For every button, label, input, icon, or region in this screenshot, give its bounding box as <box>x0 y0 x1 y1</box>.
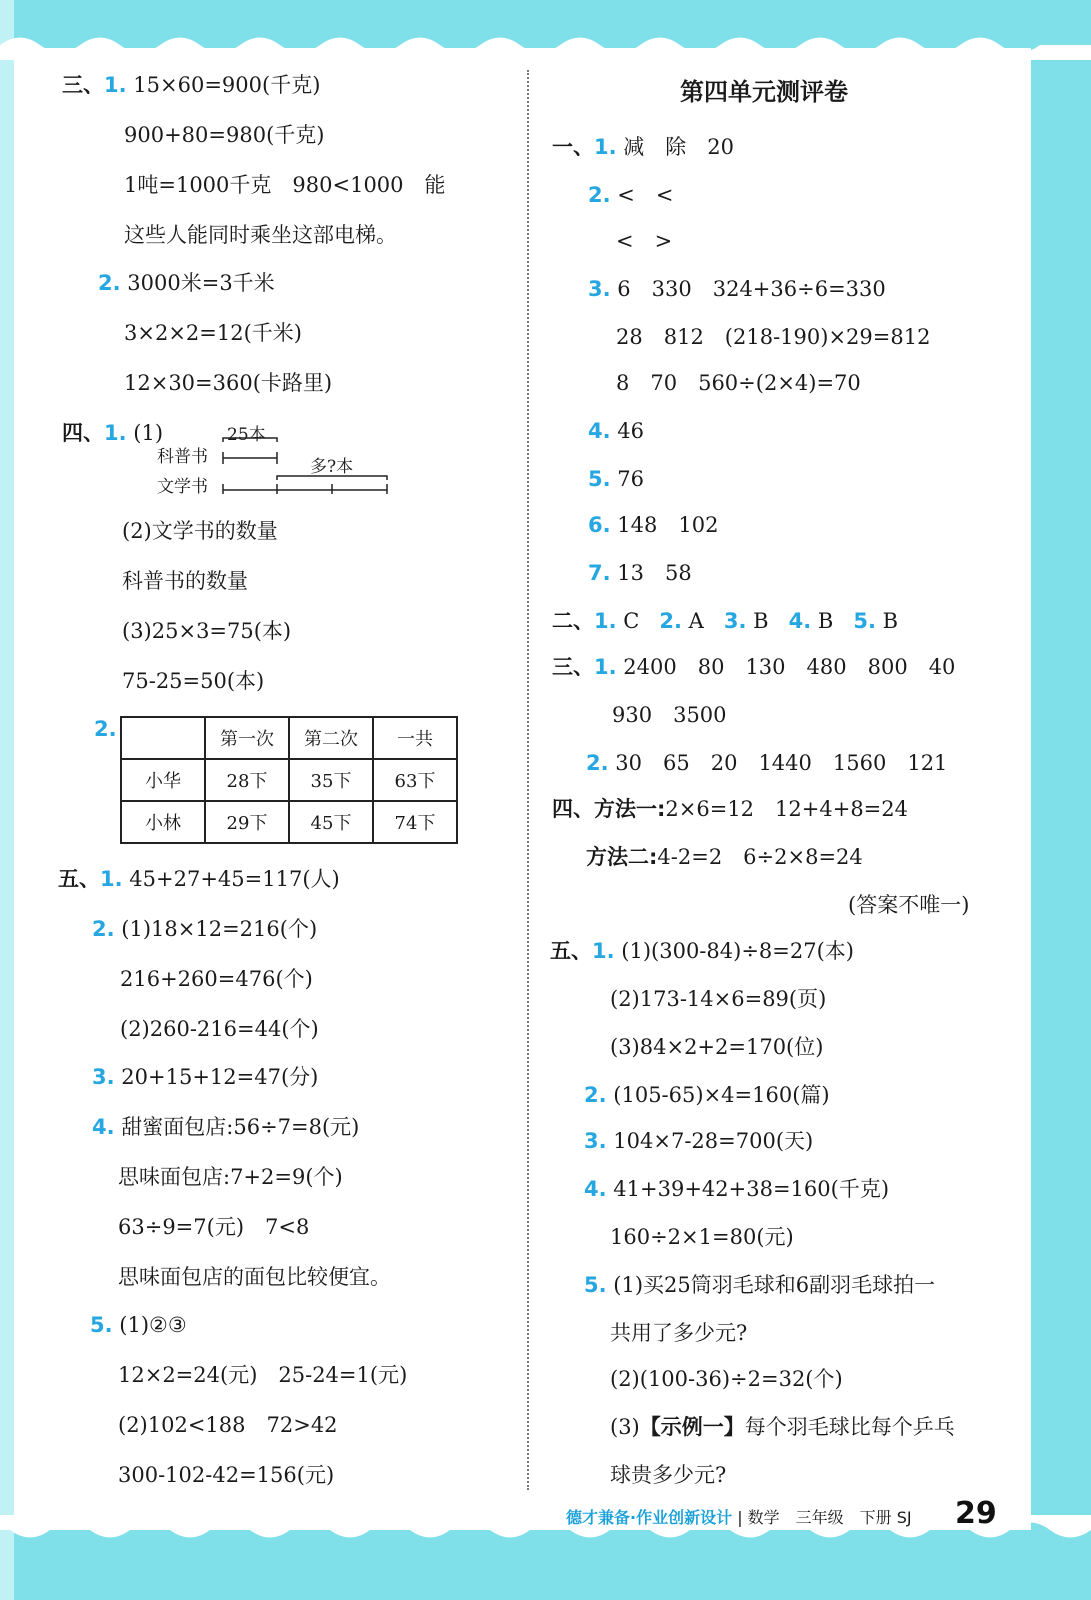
left-s5-q4-l3: 63÷9=7(元) 7<8 <box>118 1215 310 1239</box>
footer <box>566 1505 912 1528</box>
right-s4-m2: 方法二:4-2=2 6÷2×8=24 <box>586 845 863 869</box>
table-header-cell: 第二次 <box>289 717 373 759</box>
footer-brand: 德才兼备·作业创新设计 <box>566 1508 733 1527</box>
table-cell: 小华 <box>121 759 205 801</box>
left-s4-q2-num: 2. <box>94 717 117 741</box>
left-s3-q2-l2: 3×2×2=12(千米) <box>124 321 302 345</box>
right-s1-q6: 6. 148 102 <box>588 513 719 537</box>
left-s5-q5-l2: 12×2=24(元) 25-24=1(元) <box>118 1363 408 1387</box>
table-cell: 74下 <box>373 801 457 843</box>
left-s3-q1-l2: 900+80=980(千克) <box>124 123 325 147</box>
diagram-row2-label: 文学书 <box>157 477 208 497</box>
table-cell: 63下 <box>373 759 457 801</box>
table-header-cell <box>121 717 205 759</box>
footer-separator: | <box>737 1508 743 1527</box>
table-cell: 小林 <box>121 801 205 843</box>
left-s4-q1-l4: (3)25×3=75(本) <box>122 619 292 643</box>
left-frame <box>0 0 14 1600</box>
left-s5-q5-l4: 300-102-42=156(元) <box>118 1463 335 1487</box>
left-s4-q1-p1: 四、1. (1) <box>62 421 164 445</box>
right-s2-answers: 二、1. C 2. A 3. B 4. B 5. B <box>552 609 899 633</box>
left-s4-q1-l5: 75-25=50(本) <box>122 669 265 693</box>
right-s5-q5-l4: 球贵多少元? <box>610 1463 727 1487</box>
diagram-more-label: 多?本 <box>310 457 354 477</box>
right-s1-q4: 4. 46 <box>588 419 645 443</box>
table-cell: 45下 <box>289 801 373 843</box>
left-s3-q1-l4: 这些人能同时乘坐这部电梯。 <box>124 223 397 247</box>
left-s3-q2-l1: 2. 3000米=3千米 <box>98 271 275 295</box>
left-s3-q2-l3: 12×30=360(卡路里) <box>124 371 333 395</box>
table-row <box>121 759 457 801</box>
right-s5-q5-l1: 5. (1)买25筒羽毛球和6副羽毛球拍一 <box>584 1273 936 1297</box>
footer-subject: 数学 三年级 下册 SJ <box>747 1508 912 1527</box>
column-divider <box>527 70 529 1490</box>
right-s5-q4-l2: 160÷2×1=80(元) <box>610 1225 794 1249</box>
left-s4-q1-l2: (2)文学书的数量 <box>122 519 278 543</box>
left-s5-q3-l1: 3. 20+15+12=47(分) <box>92 1065 319 1089</box>
table-cell: 29下 <box>205 801 289 843</box>
table-header-row <box>121 717 457 759</box>
left-s3-q1-l1: 三、1. 15×60=900(千克) <box>62 73 321 97</box>
right-s1-q3-l1: 3. 6 330 324+36÷6=330 <box>588 277 886 301</box>
right-s1-q7: 7. 13 58 <box>588 561 692 585</box>
section-title: 第四单元测评卷 <box>680 78 848 106</box>
right-s5-q5-l3: (2)(100-36)÷2=32(个) <box>610 1367 843 1391</box>
table-cell: 35下 <box>289 759 373 801</box>
table-header-cell: 一共 <box>373 717 457 759</box>
diagram-row1-label: 科普书 <box>157 447 208 467</box>
right-s1-q2-l1: 2. < < <box>588 183 674 207</box>
left-s5-q5-l1: 5. (1)②③ <box>90 1313 187 1337</box>
right-s1-q5: 5. 76 <box>588 467 645 491</box>
left-s4-q1-l3: 科普书的数量 <box>122 569 248 593</box>
right-s1-q2-l2: < > <box>616 229 673 253</box>
table-cell: 28下 <box>205 759 289 801</box>
right-frame <box>1031 0 1091 1600</box>
diagram-lines <box>155 420 395 495</box>
right-s5-q5-l3b: (3)【示例一】每个羽毛球比每个乒乓 <box>610 1415 955 1439</box>
line-segment-diagram <box>155 420 395 495</box>
right-s5-q1-l2: (2)173-14×6=89(页) <box>610 987 827 1011</box>
right-s5-q1-l1: 五、1. (1)(300-84)÷8=27(本) <box>550 939 854 963</box>
table-header-cell: 第一次 <box>205 717 289 759</box>
right-s1-q3-l3: 8 70 560÷(2×4)=70 <box>616 371 861 395</box>
right-s5-q3: 3. 104×7-28=700(天) <box>584 1129 814 1153</box>
left-s5-q4-l4: 思味面包店的面包比较便宜。 <box>118 1265 391 1289</box>
left-s5-q1-l1: 五、1. 45+27+45=117(人) <box>58 867 340 891</box>
right-s4-note: (答案不唯一) <box>848 893 970 917</box>
right-s5-q2: 2. (105-65)×4=160(篇) <box>584 1083 830 1107</box>
diagram-top-label: 25本 <box>227 425 266 445</box>
left-s3-q1-l3: 1吨=1000千克 980<1000 能 <box>124 173 446 197</box>
right-s1-q3-l2: 28 812 (218-190)×29=812 <box>616 325 931 349</box>
page-number: 29 <box>955 1496 997 1531</box>
right-s4-m1: 四、方法一:2×6=12 12+4+8=24 <box>552 797 908 821</box>
right-s5-q4-l1: 4. 41+39+42+38=160(千克) <box>584 1177 890 1201</box>
left-s5-q4-l2: 思味面包店:7+2=9(个) <box>118 1165 343 1189</box>
right-s3-q1-l2: 930 3500 <box>612 703 727 727</box>
jump-rope-table <box>120 716 458 844</box>
right-s3-q2-l1: 2. 30 65 20 1440 1560 121 <box>586 751 948 775</box>
right-s5-q1-l3: (3)84×2+2=170(位) <box>610 1035 824 1059</box>
right-s5-q5-l2: 共用了多少元? <box>610 1321 748 1345</box>
left-s5-q2-l1: 2. (1)18×12=216(个) <box>92 917 318 941</box>
right-s3-q1-l1: 三、1. 2400 80 130 480 800 40 <box>552 655 956 679</box>
right-s1-q1: 一、1. 减 除 20 <box>552 135 735 159</box>
left-s5-q5-l3: (2)102<188 72>42 <box>118 1413 338 1437</box>
left-s5-q4-l1: 4. 甜蜜面包店:56÷7=8(元) <box>92 1115 360 1139</box>
table-row <box>121 801 457 843</box>
left-s5-q2-l2: 216+260=476(个) <box>120 967 313 991</box>
left-s5-q2-l3: (2)260-216=44(个) <box>120 1017 319 1041</box>
